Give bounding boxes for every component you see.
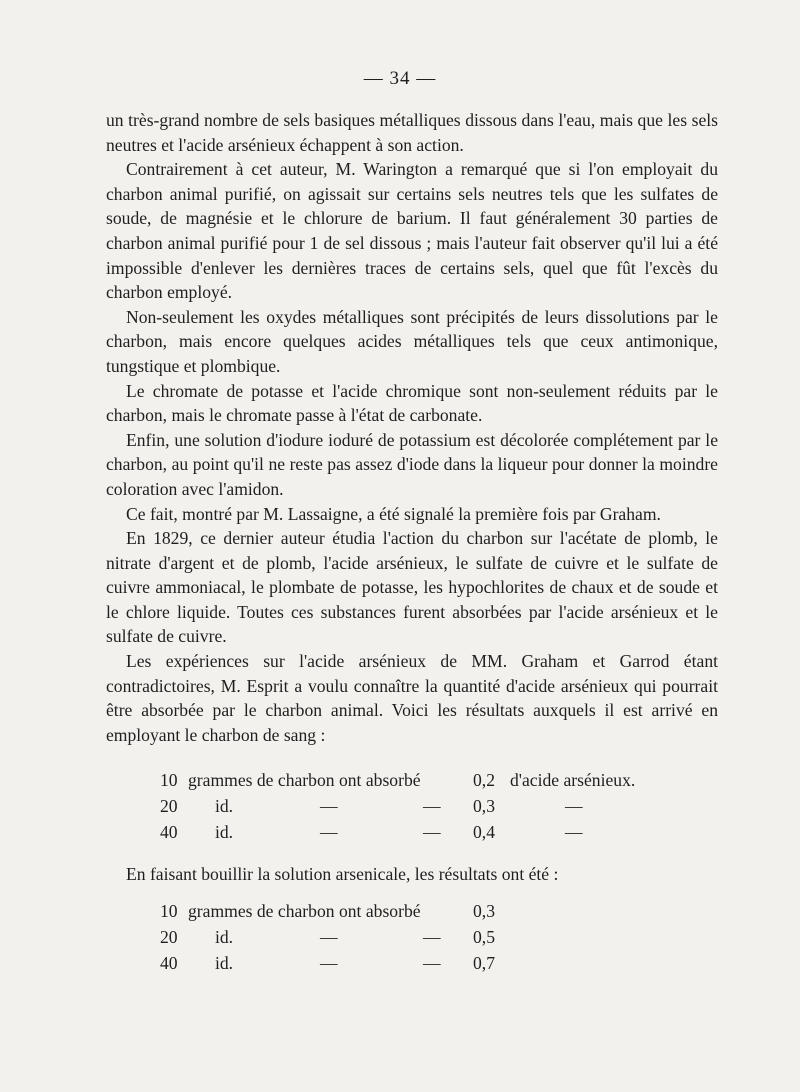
suffix-cell: —	[565, 822, 583, 842]
ditto-dash: —	[423, 927, 441, 947]
value-cell: 0,3	[473, 796, 495, 816]
suffix-cell: d'acide arsénieux.	[510, 770, 636, 790]
ditto-dash: —	[320, 822, 338, 842]
paragraph: Non-seulement les oxydes métalliques sont précipités de leurs dissolutions par le charbon, mais encore quelques acides métalliques tels que ceux antimonique, tungstique et plombique.	[106, 306, 718, 376]
paragraph: En 1829, ce dernier auteur étudia l'action du charbon sur l'acétate de plomb, le nitrate d'argent et de plomb, l'acide arsénieux, le sulfate de cuivre et le sulfate de cuivre ammoniacal, le plombate de potasse, les hypochlorites de chaux et de soude et le chlore liquide. Toutes ces substances furent absorbées par l'acide arsénieux et le sulfate de cuivre.	[106, 528, 718, 647]
quantity-cell: 10	[160, 901, 178, 921]
table-row	[160, 770, 660, 796]
ditto-dash: —	[423, 953, 441, 973]
table-row	[160, 822, 660, 848]
quantity-cell: 40	[160, 953, 178, 973]
unit-cell: grammes de charbon ont absorbé	[188, 770, 421, 790]
ditto-dash: —	[423, 822, 441, 842]
quantity-cell: 20	[160, 927, 178, 947]
paragraph: un très-grand nombre de sels basiques métalliques dissous dans l'eau, mais que les sels neutres et l'acide arsénieux échappent à son action.	[106, 110, 718, 155]
ditto-dash: —	[320, 796, 338, 816]
page-number: — 34 —	[363, 68, 437, 89]
suffix-cell: —	[565, 796, 583, 816]
quantity-cell: 10	[160, 770, 178, 790]
ditto-dash: —	[423, 796, 441, 816]
quantity-cell: 40	[160, 822, 178, 842]
unit-cell: grammes de charbon ont absorbé	[188, 901, 421, 921]
unit-cell: id.	[215, 822, 234, 842]
paragraph: Ce fait, montré par M. Lassaigne, a été signalé la première fois par Graham.	[126, 503, 661, 524]
table-row	[160, 901, 660, 927]
table-row	[160, 796, 660, 822]
unit-cell: id.	[215, 796, 234, 816]
paragraph: Enfin, une solution d'iodure ioduré de potassium est décolorée complétement par le charbon, au point qu'il ne reste pas assez d'iode dans la liqueur pour donner la moindre coloration avec l'amidon.	[106, 429, 718, 499]
quantity-cell: 20	[160, 796, 178, 816]
value-cell: 0,3	[473, 901, 495, 921]
paragraph: Contrairement à cet auteur, M. Warington a remarqué que si l'on employait du charbon animal purifié, on agissait sur certains sels neutres tels que les sulfates de soude, de magnésie et le chlorure de barium. Il faut généralement 30 parties de charbon animal purifié pour 1 de sel dissous ; mais l'auteur fait observer qu'il lui a été impossible d'enlever les dernières traces de certains sels, quel que fût l'excès du charbon employé.	[106, 159, 718, 303]
value-cell: 0,4	[473, 822, 495, 842]
boiling-sentence: En faisant bouillir la solution arsenicale, les résultats ont été :	[126, 864, 559, 884]
results-table-cold	[160, 770, 660, 848]
ditto-dash: —	[320, 927, 338, 947]
ditto-dash: —	[320, 953, 338, 973]
unit-cell: id.	[215, 927, 234, 947]
value-cell: 0,5	[473, 927, 495, 947]
value-cell: 0,7	[473, 953, 495, 973]
value-cell: 0,2	[473, 770, 495, 790]
unit-cell: id.	[215, 953, 234, 973]
paragraph: Le chromate de potasse et l'acide chromique sont non-seulement réduits par le charbon, mais le chromate passe à l'état de carbonate.	[106, 380, 718, 426]
table-row	[160, 953, 660, 979]
body-text	[106, 108, 718, 747]
paragraph: Les expériences sur l'acide arsénieux de MM. Graham et Garrod étant contradictoires, M. Esprit a voulu connaître la quantité d'acide arsénieux qui pourrait être absorbée par le charbon animal. Voici les résultats auxquels il est arrivé en employant le charbon de sang :	[106, 651, 718, 745]
results-table-boiling	[160, 901, 660, 979]
table-row	[160, 927, 660, 953]
